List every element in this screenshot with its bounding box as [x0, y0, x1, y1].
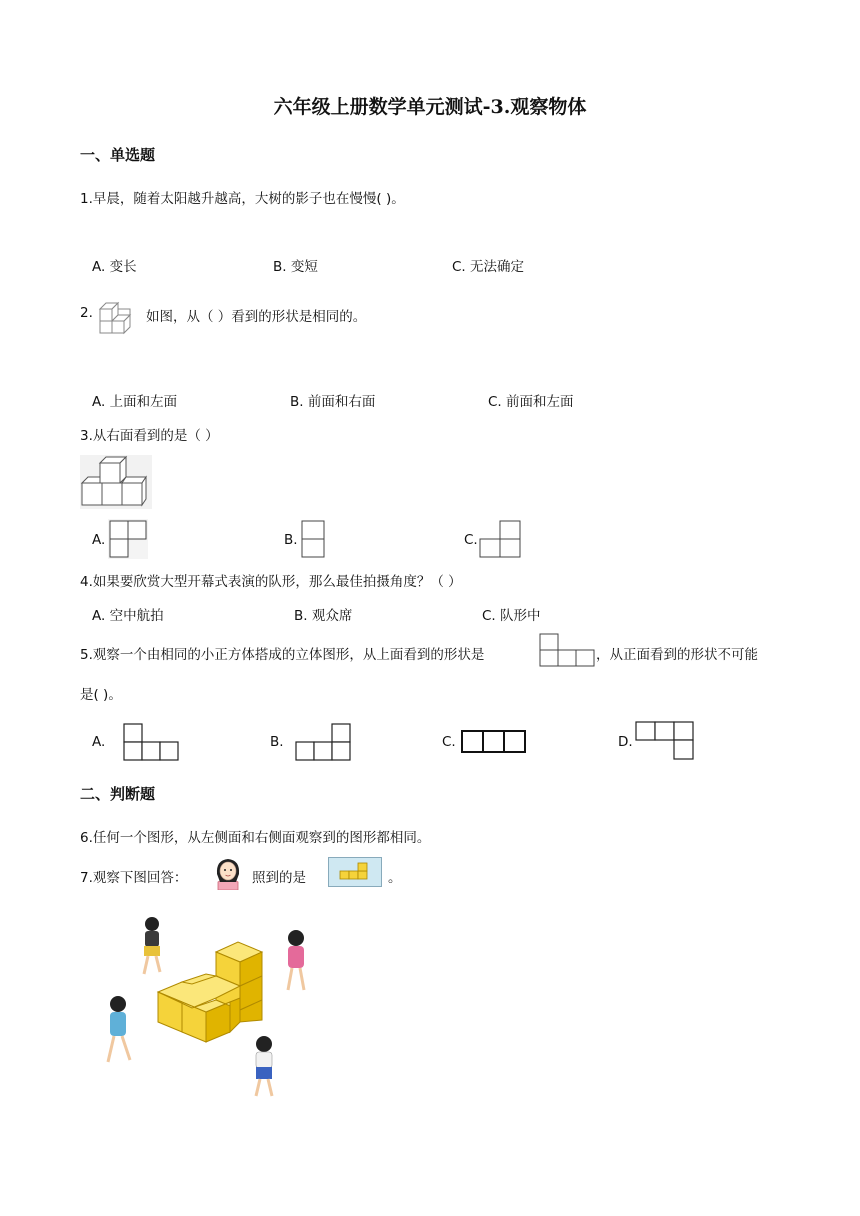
section-heading-single-choice: 一、单选题 — [80, 146, 156, 164]
child-figure-left — [108, 996, 130, 1062]
question-3-option-b: B. — [284, 532, 298, 548]
child-figure-top-right — [288, 930, 304, 990]
question-2-option-c: C. 前面和左面 — [488, 394, 574, 410]
section-heading-true-false: 二、判断题 — [80, 785, 156, 803]
question-5-option-b-figure — [294, 722, 354, 762]
question-7-scene-illustration — [96, 912, 326, 1102]
question-1-stem: 1.早晨，随着太阳越升越高，大树的影子也在慢慢( )。 — [80, 191, 405, 207]
question-5-stem-line2: 是( )。 — [80, 687, 122, 703]
question-4-option-c: C. 队形中 — [482, 608, 541, 624]
question-4-stem: 4.如果要欣赏大型开幕式表演的队形，那么最佳拍摄角度？（ ） — [80, 574, 462, 590]
question-5-stem-part2: ，从正面看到的形状不可能 — [596, 647, 758, 663]
question-1-option-a: A. 变长 — [92, 259, 137, 275]
question-2-number: 2. — [80, 305, 93, 321]
question-2-cube-figure — [96, 295, 140, 337]
question-2-option-b: B. 前面和右面 — [290, 394, 376, 410]
question-6-stem: 6.任何一个图形，从左侧面和右侧面观察到的图形都相同。 — [80, 830, 431, 846]
question-1-option-c: C. 无法确定 — [452, 259, 525, 275]
question-4-option-b: B. 观众席 — [294, 608, 353, 624]
question-3-option-b-figure — [300, 519, 326, 559]
question-3-option-a-figure — [108, 519, 148, 559]
question-3-option-a: A. — [92, 532, 106, 548]
question-5-stem-part1: 5.观察一个由相同的小正方体搭成的立体图形，从上面看到的形状是 — [80, 647, 485, 663]
question-5-option-d-figure — [634, 720, 696, 762]
question-3-stem: 3.从右面看到的是（ ） — [80, 428, 219, 444]
question-5-option-a-figure — [122, 722, 182, 762]
question-5-option-c: C. — [442, 734, 456, 750]
child-figure-bottom — [256, 1036, 272, 1096]
question-4-option-a: A. 空中航拍 — [92, 608, 164, 624]
question-7-stem-part2: 照到的是 — [252, 870, 306, 886]
question-5-option-a: A. — [92, 734, 106, 750]
question-2-option-a: A. 上面和左面 — [92, 394, 178, 410]
question-5-option-d: D. — [618, 734, 633, 750]
question-3-option-c: C. — [464, 532, 478, 548]
question-1-option-b: B. 变短 — [273, 259, 318, 275]
girl-avatar-icon — [212, 856, 244, 890]
page-title: 六年级上册数学单元测试-3.观察物体 — [273, 96, 587, 118]
question-5-top-view-figure — [538, 632, 596, 668]
question-7-stem-end: 。 — [388, 870, 402, 886]
question-2-stem: 如图，从（ ）看到的形状是相同的。 — [146, 309, 367, 325]
question-3-option-c-figure — [478, 519, 524, 559]
question-7-stem-part1: 7.观察下图回答： — [80, 870, 188, 886]
child-figure-top-left — [144, 917, 160, 974]
question-5-option-b: B. — [270, 734, 284, 750]
question-7-photo-thumbnail — [328, 857, 382, 887]
question-3-cube-figure — [80, 455, 152, 509]
question-5-option-c-figure — [460, 728, 530, 756]
